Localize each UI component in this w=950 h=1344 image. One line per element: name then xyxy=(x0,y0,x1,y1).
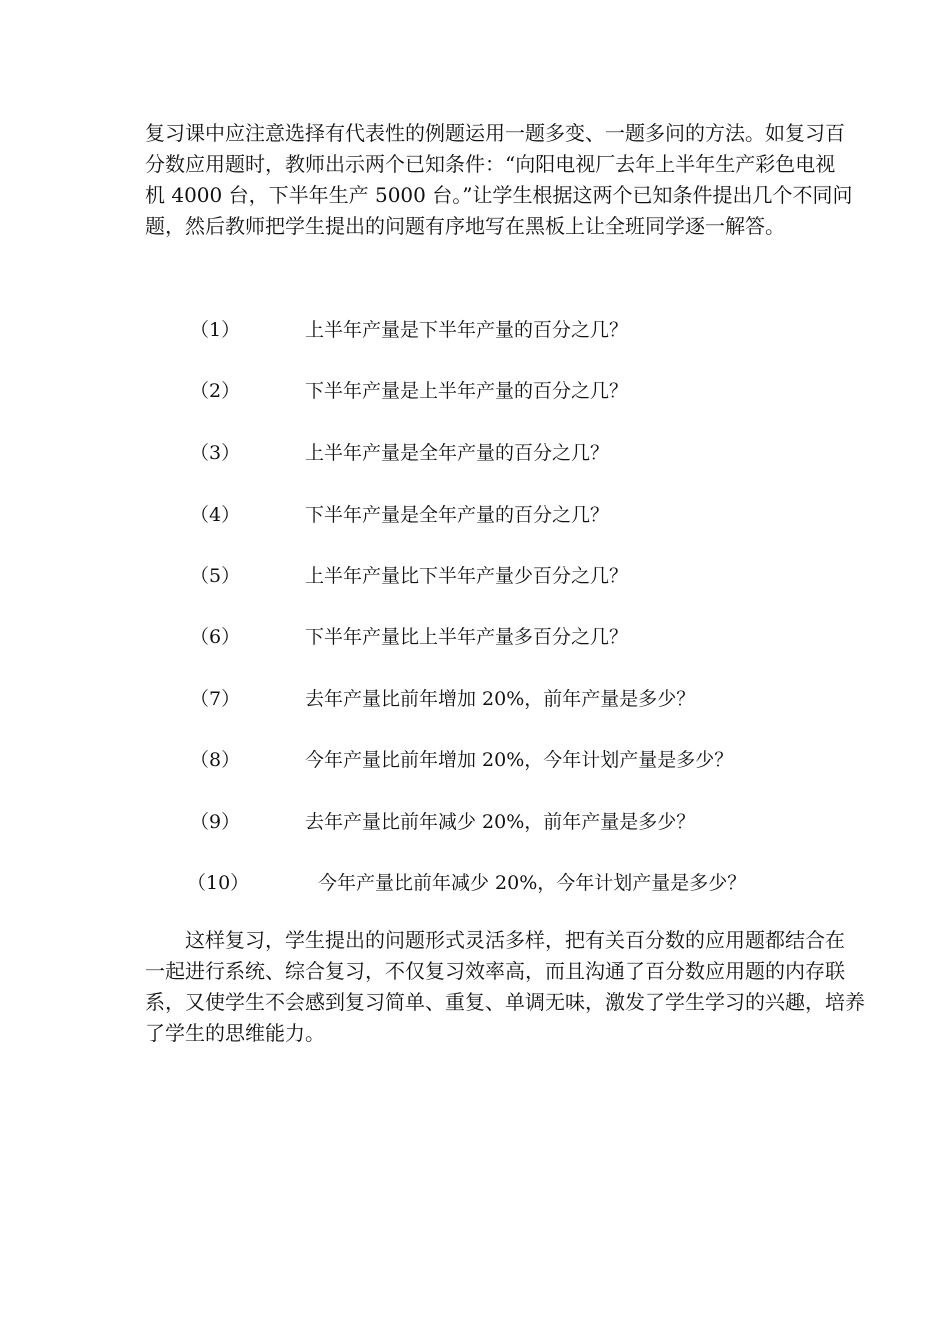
question-number: （3） xyxy=(190,442,241,464)
question-item xyxy=(0,315,950,345)
question-number: （7） xyxy=(190,688,241,710)
question-item xyxy=(0,438,950,468)
closing-line: 系，又使学生不会感到复习简单、重复、单调无味，激发了学生学习的兴趣，培养 xyxy=(145,990,865,1014)
question-item xyxy=(0,561,950,591)
question-text: 去年产量比前年增加 20%，前年产量是多少？ xyxy=(305,688,696,710)
intro-line: 机 4000 台，下半年生产 5000 台。”让学生根据这两个已知条件提出几个不同问 xyxy=(145,183,853,207)
closing-line: 了学生的思维能力。 xyxy=(145,1021,325,1045)
intro-paragraph xyxy=(145,118,853,242)
question-text: 今年产量比前年增加 20%，今年计划产量是多少？ xyxy=(305,749,734,771)
question-number: （8） xyxy=(190,749,241,771)
question-text: 下半年产量比上半年产量多百分之几？ xyxy=(305,626,629,648)
question-number: （9） xyxy=(190,811,241,833)
closing-line: 一起进行系统、综合复习，不仅复习效率高，而且沟通了百分数应用题的内存联 xyxy=(145,959,845,983)
question-item xyxy=(0,684,950,714)
question-text: 上半年产量是下半年产量的百分之几？ xyxy=(305,319,629,341)
intro-line: 题，然后教师把学生提出的问题有序地写在黑板上让全班同学逐一解答。 xyxy=(145,214,785,238)
question-number: （1） xyxy=(190,319,241,341)
closing-paragraph xyxy=(145,925,865,1049)
question-item xyxy=(0,622,950,652)
question-item xyxy=(0,500,950,530)
intro-line: 复习课中应注意选择有代表性的例题运用一题多变、一题多问的方法。如复习百 xyxy=(145,121,845,145)
question-item xyxy=(0,376,950,406)
closing-line: 这样复习，学生提出的问题形式灵活多样，把有关百分数的应用题都结合在 xyxy=(145,928,845,952)
question-number: （2） xyxy=(190,380,241,402)
question-number: （6） xyxy=(190,626,241,648)
question-text: 上半年产量比下半年产量少百分之几？ xyxy=(305,565,629,587)
question-item xyxy=(0,868,950,898)
question-text: 下半年产量是全年产量的百分之几？ xyxy=(305,504,610,526)
question-item xyxy=(0,807,950,837)
question-number: （5） xyxy=(190,565,241,587)
intro-line: 分数应用题时，教师出示两个已知条件：“向阳电视厂去年上半年生产彩色电视 xyxy=(145,152,836,176)
question-number: （10） xyxy=(187,872,250,894)
question-item xyxy=(0,745,950,775)
question-text: 上半年产量是全年产量的百分之几？ xyxy=(305,442,610,464)
question-number: （4） xyxy=(190,504,241,526)
question-text: 下半年产量是上半年产量的百分之几？ xyxy=(305,380,629,402)
question-text: 今年产量比前年减少 20%，今年计划产量是多少？ xyxy=(318,872,747,894)
question-text: 去年产量比前年减少 20%，前年产量是多少？ xyxy=(305,811,696,833)
